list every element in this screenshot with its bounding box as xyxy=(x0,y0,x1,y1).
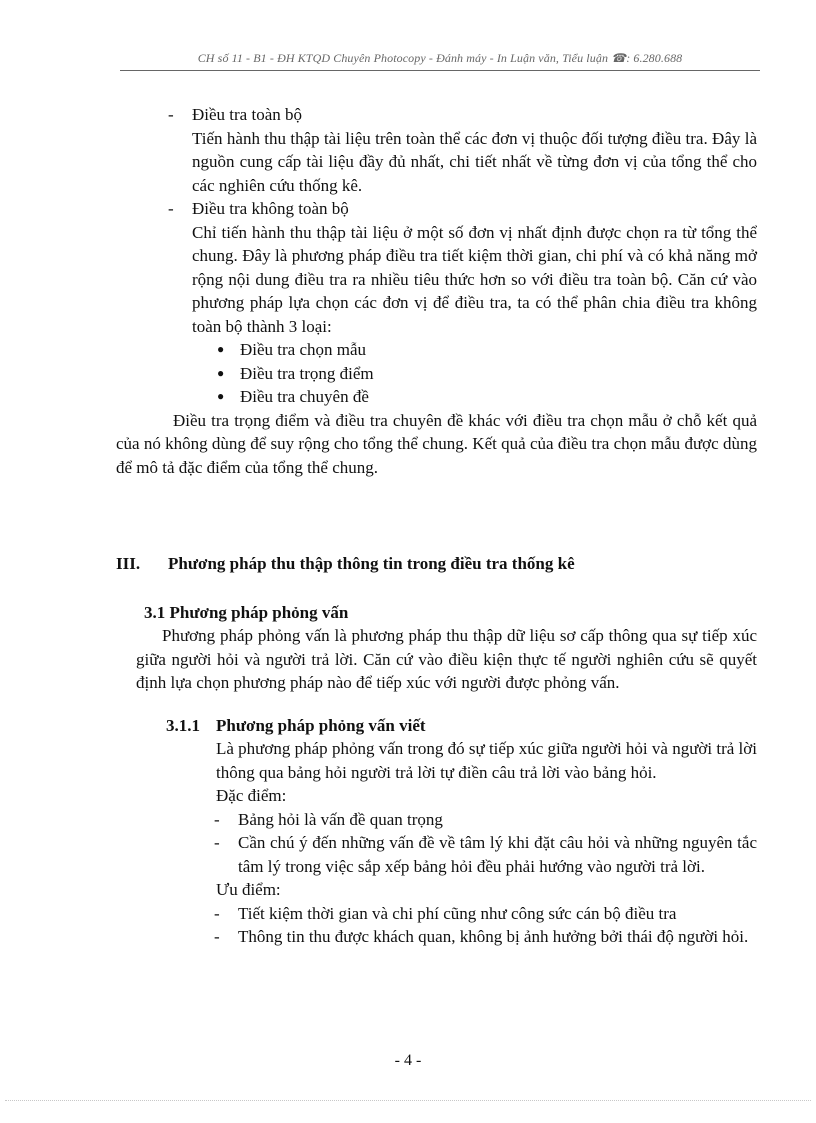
subsubsection-heading xyxy=(140,714,757,738)
list-item-full-survey xyxy=(140,103,757,127)
header-divider xyxy=(120,70,760,71)
paragraph: Là phương pháp phỏng vấn trong đó sự tiếp xúc giữa người hỏi và người trả lời thông qua bảng hỏi người trả lời tự điền câu trả lời vào bảng hỏi. xyxy=(216,739,757,782)
list-item-partial-survey xyxy=(140,197,757,221)
dash-marker: - xyxy=(214,809,220,829)
list-item-text: Thông tin thu được khách quan, không bị ảnh hưởng bởi thái độ người hỏi. xyxy=(238,927,749,946)
label-advantages: Ưu điểm: xyxy=(216,880,281,899)
paragraph: Phương pháp phỏng vấn là phương pháp thu thập dữ liệu sơ cấp thông qua sự tiếp xúc giữa người hỏi và người trả lời. Căn cứ vào điều kiện thực tế người nghiên cứu sẽ quyết định lựa chọn phương pháp nào để tiếp xúc với người được phỏng vấn. xyxy=(136,626,757,692)
bullet-text: Điều tra chuyên đề xyxy=(240,387,369,406)
list-item-title: Điều tra toàn bộ xyxy=(192,105,302,124)
subsection-heading: 3.1 Phương pháp phỏng vấn xyxy=(144,602,349,622)
bullet-text: Điều tra chọn mẫu xyxy=(240,340,367,359)
dash-marker: - xyxy=(214,833,220,852)
bullet-icon: ● xyxy=(217,365,225,380)
page-bottom-divider xyxy=(5,1100,811,1101)
section-number: III. xyxy=(116,554,141,573)
bullet-text: Điều tra trọng điểm xyxy=(240,363,374,383)
bullet-item xyxy=(140,385,757,409)
list-item-text: Cần chú ý đến những vấn đề về tâm lý khi đặt câu hỏi và những nguyên tắc tâm lý trong việc sắp xếp bảng hỏi đều phải hướng vào người trả lời. xyxy=(238,833,757,876)
list-item xyxy=(140,808,757,832)
document-body xyxy=(116,103,757,949)
list-item-description: Chỉ tiến hành thu thập tài liệu ở một số đơn vị nhất định được chọn ra từ tổng thể chung. Đây là phương pháp điều tra tiết kiệm thời gian, chi phí và có khả năng mở rộng nội dung điều tra ra nhiều tiêu thức hơn so với điều tra toàn bộ. Căn cứ vào phương pháp lựa chọn các đơn vị để điều tra, ta có thể phân chia điều tra không toàn bộ thành 3 loại: xyxy=(192,222,757,336)
bullet-item xyxy=(140,362,757,386)
bullet-icon: ● xyxy=(217,389,225,403)
dash-marker: - xyxy=(168,199,174,218)
section-heading xyxy=(116,552,757,576)
label-features: Đặc điểm: xyxy=(216,786,287,805)
list-item xyxy=(140,925,757,949)
dash-marker: - xyxy=(214,903,220,923)
subsubsection-title: Phương pháp phỏng vấn viết xyxy=(216,715,426,735)
subsubsection-number: 3.1.1 xyxy=(166,715,200,735)
list-item-title: Điều tra không toàn bộ xyxy=(192,199,349,218)
dash-marker: - xyxy=(214,927,220,946)
paragraph: Điều tra trọng điểm và điều tra chuyên đề khác với điều tra chọn mẫu ở chỗ kết quả của nó không dùng để suy rộng cho tổng thể chung. Kết quả của điều tra chọn mẫu được dùng để mô tả đặc điểm của tổng thể chung. xyxy=(116,410,757,477)
list-item-text: Bảng hỏi là vấn đề quan trọng xyxy=(238,809,443,829)
dash-marker: - xyxy=(168,105,174,124)
list-item-description: Tiến hành thu thập tài liệu trên toàn thể các đơn vị thuộc đối tượng điều tra. Đây là nguồn cung cấp tài liệu đầy đủ nhất, chi tiết nhất về từng đơn vị của tổng thể cho các nghiên cứu thống kê. xyxy=(192,128,757,195)
list-item xyxy=(140,831,757,878)
page-number: - 4 - xyxy=(394,1052,422,1069)
bullet-item xyxy=(140,338,757,362)
list-item xyxy=(140,902,757,926)
page-header: CH số 11 - B1 - ĐH KTQD Chuyên Photocopy - Đánh máy - In Luận văn, Tiểu luận ☎: 6.280.688 xyxy=(197,51,683,65)
bullet-icon: ● xyxy=(217,342,225,356)
list-item-text: Tiết kiệm thời gian và chi phí cũng như công sức cán bộ điều tra xyxy=(238,903,677,923)
section-title: Phương pháp thu thập thông tin trong điều tra thống kê xyxy=(168,554,575,573)
